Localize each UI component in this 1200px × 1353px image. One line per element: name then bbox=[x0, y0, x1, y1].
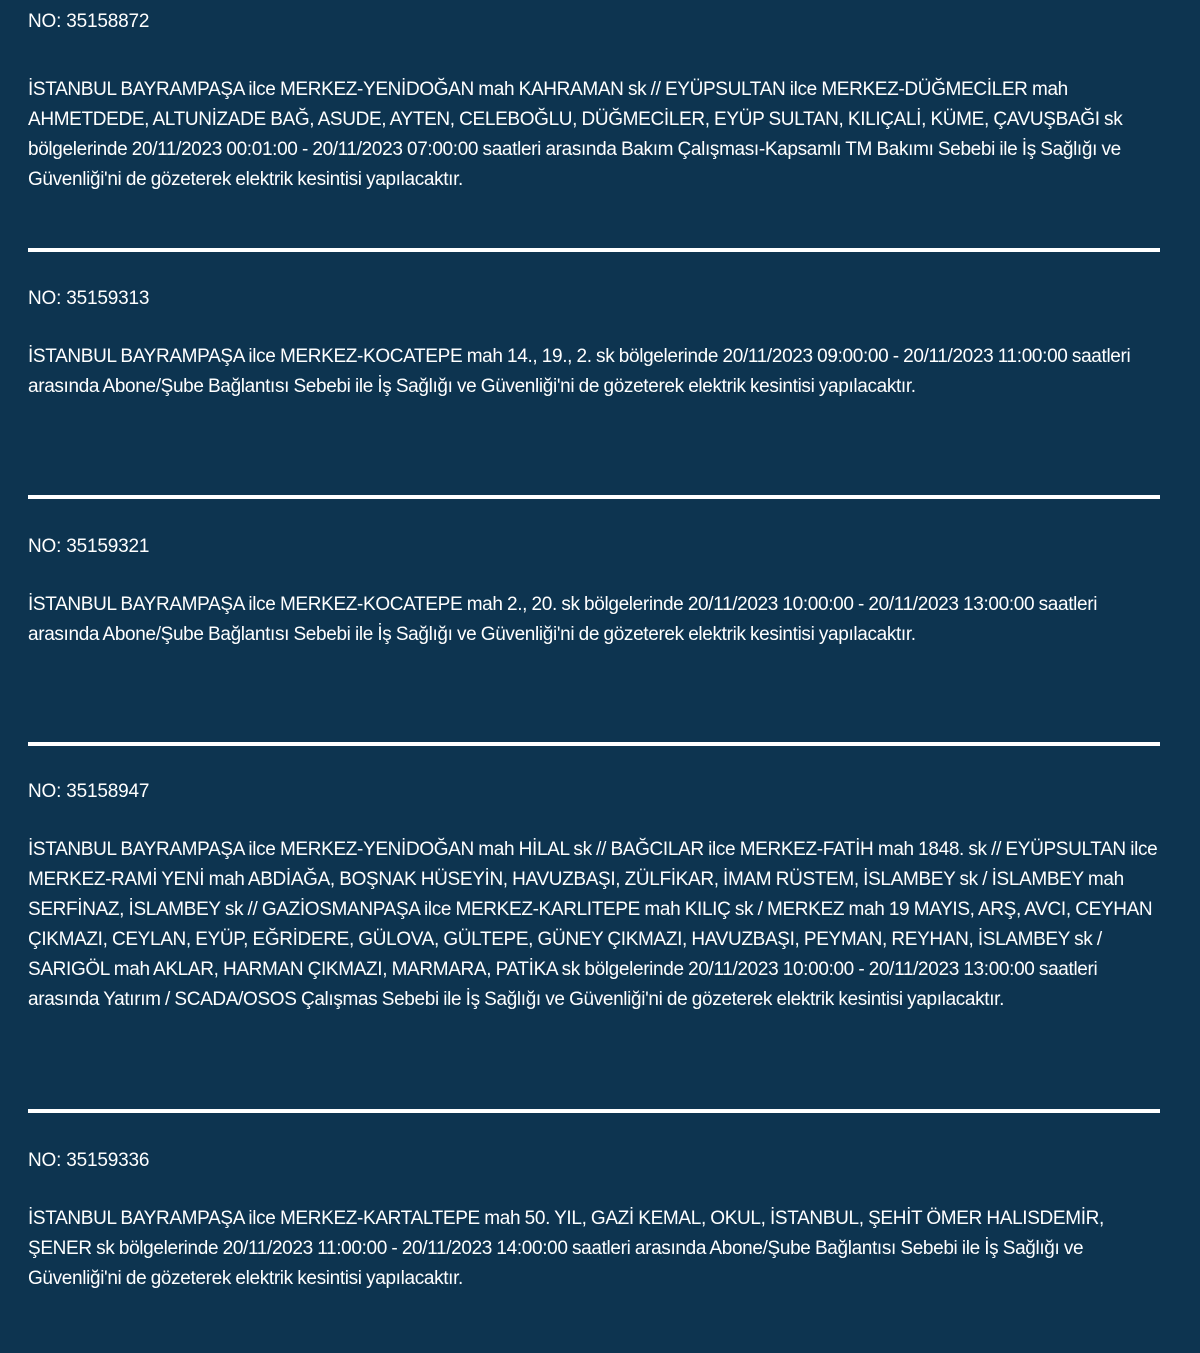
notice-description: İSTANBUL BAYRAMPAŞA ilce MERKEZ-YENİDOĞAN mah KAHRAMAN sk // EYÜPSULTAN ilce MERKEZ-DÜĞMECİLER mah AHMETDEDE, ALTUNİZADE BAĞ, ASUDE, AYTEN, CELEBOĞLU, DÜĞMECİLER, EYÜP SULTAN, KILIÇALİ, KÜME, ÇAVUŞBAĞI sk bölgelerinde 20/11/2023 00:01:00 - 20/11/2023 07:00:00 saatleri arasında Bakım Çalışması-Kapsamlı TM Bakımı Sebebi ile İş Sağlığı ve Güvenliği'ni de gözeterek elektrik kesintisi yapılacaktır. bbox=[28, 79, 1123, 190]
notice-number: NO: 35159321 bbox=[28, 536, 150, 557]
notice-number: NO: 35159336 bbox=[28, 1150, 150, 1171]
notice-divider bbox=[28, 248, 1160, 252]
notice-description: İSTANBUL BAYRAMPAŞA ilce MERKEZ-KOCATEPE mah 14., 19., 2. sk bölgelerinde 20/11/2023 09:00:00 - 20/11/2023 11:00:00 saatleri arasında Abone/Şube Bağlantısı Sebebi ile İş Sağlığı ve Güvenliği'ni de gözeterek elektrik kesintisi yapılacaktır. bbox=[28, 346, 1131, 397]
notice-description: İSTANBUL BAYRAMPAŞA ilce MERKEZ-KARTALTEPE mah 50. YIL, GAZİ KEMAL, OKUL, İSTANBUL, ŞEHİT ÖMER HALISDEMİR, ŞENER sk bölgelerinde 20/11/2023 11:00:00 - 20/11/2023 14:00:00 saatleri arasında Abone/Şube Bağlantısı Sebebi ile İş Sağlığı ve Güvenliği'ni de gözeterek elektrik kesintisi yapılacaktır. bbox=[28, 1208, 1104, 1289]
notice-description: İSTANBUL BAYRAMPAŞA ilce MERKEZ-KOCATEPE mah 2., 20. sk bölgelerinde 20/11/2023 10:00:00 - 20/11/2023 13:00:00 saatleri arasında Abone/Şube Bağlantısı Sebebi ile İş Sağlığı ve Güvenliği'ni de gözeterek elektrik kesintisi yapılacaktır. bbox=[28, 594, 1098, 645]
notice-divider bbox=[28, 742, 1160, 746]
notice-number: NO: 35159313 bbox=[28, 288, 150, 309]
notice-number: NO: 35158872 bbox=[28, 11, 150, 32]
notice-divider bbox=[28, 1109, 1160, 1113]
notice-description: İSTANBUL BAYRAMPAŞA ilce MERKEZ-YENİDOĞAN mah HİLAL sk // BAĞCILAR ilce MERKEZ-FATİH mah 1848. sk // EYÜPSULTAN ilce MERKEZ-RAMİ YENİ mah ABDİAĞA, BOŞNAK HÜSEYİN, HAVUZBAŞI, ZÜLFİKAR, İMAM RÜSTEM, İSLAMBEY sk / İSLAMBEY mah SERFİNAZ, İSLAMBEY sk // GAZİOSMANPAŞA ilce MERKEZ-KARLITEPE mah KILIÇ sk / MERKEZ mah 19 MAYIS, ARŞ, AVCI, CEYHAN ÇIKMAZI, CEYLAN, EYÜP, EĞRİDERE, GÜLOVA, GÜLTEPE, GÜNEY ÇIKMAZI, HAVUZBAŞI, PEYMAN, REYHAN, İSLAMBEY sk / SARIGÖL mah AKLAR, HARMAN ÇIKMAZI, MARMARA, PATİKA sk bölgelerinde 20/11/2023 10:00:00 - 20/11/2023 13:00:00 saatleri arasında Yatırım / SCADA/OSOS Çalışmas Sebebi ile İş Sağlığı ve Güvenliği'ni de gözeterek elektrik kesintisi yapılacaktır. bbox=[28, 839, 1158, 1010]
notice-number: NO: 35158947 bbox=[28, 781, 150, 802]
notice-divider bbox=[28, 495, 1160, 499]
